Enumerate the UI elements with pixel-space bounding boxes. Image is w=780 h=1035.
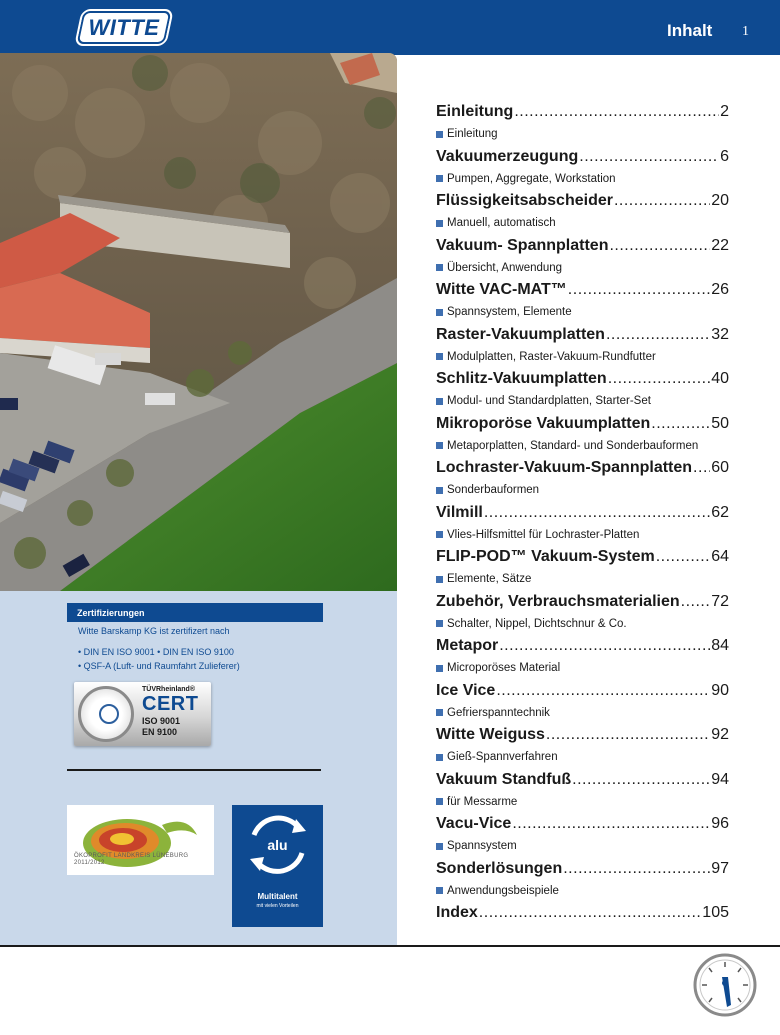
toc-subtitle: [436, 305, 729, 319]
toc-title: Ice Vice: [436, 681, 496, 699]
square-bullet-icon: [436, 665, 443, 672]
alu-subtitle: mit vielen Vorteilen: [256, 903, 299, 909]
toc-leader-dots: [579, 148, 719, 166]
tuv-triangle-icon: [99, 704, 119, 724]
tuv-label: TÜVRheinland®: [142, 686, 195, 693]
toc-subtitle-text: Modul- und Standardplatten, Starter-Set: [447, 395, 651, 407]
toc-subtitle: [436, 127, 729, 141]
toc-page-number: 20: [711, 192, 729, 209]
toc-title: Raster-Vakuumplatten: [436, 325, 605, 343]
toc-leader-dots: [606, 326, 710, 344]
toc-entry[interactable]: [436, 103, 729, 143]
toc-line: [436, 237, 729, 261]
toc-title: Vakuum- Spannplatten: [436, 236, 609, 254]
toc-subtitle: [436, 884, 729, 898]
toc-subtitle-text: Manuell, automatisch: [447, 217, 556, 229]
toc-subtitle-text: Anwendungsbeispiele: [447, 884, 559, 897]
toc-line: [436, 281, 729, 305]
toc-leader-dots: [499, 637, 710, 655]
toc-subtitle-text: Sonderbauformen: [447, 484, 540, 496]
toc-subtitle-text: Metaporplatten, Standard- und Sonderbauformen: [447, 439, 699, 452]
square-bullet-icon: [436, 576, 443, 583]
toc-page-number: 50: [711, 414, 729, 432]
toc-leader-dots: [546, 726, 710, 744]
tuv-iso-line: EN 9100: [142, 727, 178, 737]
square-bullet-icon: [436, 175, 443, 182]
square-bullet-icon: [436, 887, 443, 894]
toc-subtitle: [436, 261, 729, 275]
toc-subtitle-text: Spannsystem, Elemente: [447, 306, 572, 318]
toc-leader-dots: [693, 459, 710, 477]
toc-leader-dots: [681, 593, 711, 611]
toc-page-number: 84: [711, 637, 729, 654]
toc-entry[interactable]: [436, 637, 729, 677]
tuv-cert-badge: [74, 682, 211, 746]
toc-subtitle-text: Microporöses Material: [447, 662, 561, 674]
alu-title: Multitalent: [257, 892, 298, 901]
toc-line: [436, 370, 729, 394]
toc-subtitle-text: für Messarme: [447, 795, 518, 808]
toc-leader-dots: [512, 815, 710, 833]
toc-leader-dots: [484, 504, 710, 522]
square-bullet-icon: [436, 531, 443, 538]
toc-line: [436, 771, 729, 795]
toc-title: Witte Weiguss: [436, 726, 545, 743]
toc-subtitle: [436, 172, 729, 186]
square-bullet-icon: [436, 843, 443, 850]
toc-page-number: 22: [711, 236, 729, 254]
certification-item: • DIN EN ISO 9001 • DIN EN ISO 9100: [78, 645, 240, 659]
aerial-photo: [0, 53, 397, 591]
toc-title: Zubehör, Verbrauchsmaterialien: [436, 592, 680, 610]
toc-entry[interactable]: [436, 370, 729, 410]
toc-page-number: 62: [711, 503, 729, 521]
toc-leader-dots: [572, 771, 710, 789]
toc-leader-dots: [496, 682, 710, 700]
toc-subtitle: [436, 661, 729, 675]
toc-page-number: 72: [711, 592, 729, 610]
toc-page-number: 92: [711, 726, 729, 743]
square-bullet-icon: [436, 709, 443, 716]
square-bullet-icon: [436, 487, 443, 494]
toc-subtitle: [436, 350, 729, 364]
toc-entry[interactable]: [436, 192, 729, 232]
toc-page-number: 6: [720, 147, 729, 165]
toc-line: [436, 682, 729, 706]
oekoprofit-logo: [67, 805, 214, 875]
panel-divider: [67, 769, 321, 771]
tuv-iso-line: ISO 9001: [142, 716, 181, 726]
square-bullet-icon: [436, 220, 443, 227]
toc-subtitle-text: Spannsystem: [447, 840, 517, 852]
toc-subtitle-text: Pumpen, Aggregate, Workstation: [447, 172, 616, 185]
square-bullet-icon: [436, 754, 443, 761]
square-bullet-icon: [436, 620, 443, 627]
toc-line: [436, 326, 729, 350]
toc-entry[interactable]: [436, 415, 729, 455]
toc-entry[interactable]: [436, 860, 729, 900]
certification-panel: [0, 591, 397, 945]
toc-line: [436, 726, 729, 750]
toc-subtitle-text: Vlies-Hilfsmittel für Lochraster-Platten: [447, 528, 640, 541]
toc-line: [436, 593, 729, 617]
tuv-iso-text: [142, 716, 180, 738]
toc-subtitle: [436, 839, 729, 853]
tuv-cert-text: CERT: [142, 693, 199, 715]
footer-divider: [0, 945, 780, 947]
square-bullet-icon: [436, 353, 443, 360]
toc-line: [436, 548, 729, 572]
toc-leader-dots: [656, 548, 710, 566]
toc-title: Vacu-Vice: [436, 815, 512, 832]
toc-entry[interactable]: [436, 237, 729, 277]
toc-entry[interactable]: [436, 771, 729, 811]
toc-title: Lochraster-Vakuum-Spannplatten: [436, 459, 693, 476]
alu-word: alu: [267, 837, 288, 853]
toc-title: Metapor: [436, 637, 499, 654]
toc-subtitle: [436, 483, 729, 497]
toc-subtitle: [436, 795, 729, 809]
toc-subtitle: [436, 572, 729, 586]
toc-leader-dots: [609, 237, 710, 255]
toc-page-number: 40: [711, 370, 729, 387]
toc-leader-dots: [479, 904, 702, 922]
tuv-seal-icon: [78, 686, 134, 742]
toc-leader-dots: [651, 415, 710, 433]
logo-text: WITTE: [88, 14, 160, 40]
toc-leader-dots: [514, 103, 719, 121]
witte-logo: [76, 11, 171, 44]
toc-line: [436, 415, 729, 439]
toc-page-number: 96: [711, 815, 729, 832]
toc-page-number: 32: [711, 325, 729, 343]
toc-subtitle: [436, 216, 729, 230]
certification-list: [78, 645, 240, 673]
toc-entry[interactable]: [436, 326, 729, 366]
toc-page-number: 105: [702, 904, 729, 921]
toc-page-number: 94: [711, 770, 729, 788]
toc-subtitle-text: Elemente, Sätze: [447, 573, 532, 585]
toc-title: Einleitung: [436, 103, 514, 120]
toc-entry[interactable]: [436, 726, 729, 766]
toc-entry[interactable]: [436, 682, 729, 722]
vacuum-gauge-icon: [693, 953, 757, 1017]
toc-line: [436, 860, 729, 884]
toc-subtitle: [436, 528, 729, 542]
toc-page-number: 26: [711, 281, 729, 298]
toc-entry[interactable]: [436, 459, 729, 499]
toc-entry[interactable]: [436, 281, 729, 321]
square-bullet-icon: [436, 309, 443, 316]
toc-title: FLIP-POD™ Vakuum-System: [436, 548, 655, 565]
toc-page-number: 90: [711, 681, 729, 699]
toc-title: Mikroporöse Vakuumplatten: [436, 414, 651, 432]
aerial-photo-illustration: [0, 53, 397, 591]
toc-line: [436, 504, 729, 528]
toc-title: Schlitz-Vakuumplatten: [436, 370, 607, 387]
toc-leader-dots: [614, 192, 710, 210]
header-bar: [0, 0, 780, 55]
toc-entry[interactable]: [436, 815, 729, 855]
toc-title: Index: [436, 904, 478, 921]
toc-page-number: 60: [711, 459, 729, 476]
toc-page-number: 2: [720, 103, 729, 120]
toc-subtitle: [436, 617, 729, 631]
toc-line: [436, 103, 729, 127]
square-bullet-icon: [436, 131, 443, 138]
oekoprofit-text: ÖKOPROFIT LANDKREIS LÜNEBURG 2011/2012: [74, 853, 189, 866]
toc-page-number: 64: [711, 548, 729, 565]
toc-subtitle-text: Einleitung: [447, 128, 498, 140]
toc-subtitle-text: Gefrierspanntechnik: [447, 706, 550, 719]
toc-entry[interactable]: [436, 593, 729, 633]
toc-line: [436, 192, 729, 216]
square-bullet-icon: [436, 442, 443, 449]
toc-subtitle: [436, 439, 729, 453]
toc-subtitle: [436, 394, 729, 408]
toc-leader-dots: [608, 370, 711, 388]
certification-intro: Witte Barskamp KG ist zertifizert nach: [78, 626, 230, 636]
toc-entry[interactable]: [436, 904, 729, 944]
square-bullet-icon: [436, 264, 443, 271]
toc-line: [436, 815, 729, 839]
toc-subtitle-text: Übersicht, Anwendung: [447, 261, 563, 274]
toc-subtitle: [436, 750, 729, 764]
square-bullet-icon: [436, 798, 443, 805]
square-bullet-icon: [436, 398, 443, 405]
toc-leader-dots: [568, 281, 710, 299]
toc-entry[interactable]: [436, 504, 729, 544]
toc-title: Vilmill: [436, 503, 483, 521]
page-number: 1: [742, 24, 749, 39]
toc-title: Flüssigkeitsabscheider: [436, 192, 613, 209]
toc-line: [436, 148, 729, 172]
toc-line: [436, 459, 729, 483]
toc-title: Vakuum Standfuß: [436, 770, 572, 788]
toc-title: Vakuumerzeugung: [436, 147, 579, 165]
toc-subtitle-text: Modulplatten, Raster-Vakuum-Rundfutter: [447, 350, 656, 363]
toc-line: [436, 904, 729, 928]
toc-line: [436, 637, 729, 661]
toc-subtitle-text: Gieß-Spannverfahren: [447, 751, 558, 763]
toc-subtitle: [436, 706, 729, 720]
section-title: Inhalt: [667, 21, 713, 40]
certification-item: • QSF-A (Luft- und Raumfahrt Zulieferer): [78, 659, 240, 673]
toc-page-number: 97: [711, 859, 729, 877]
certification-heading: Zertifizierungen: [67, 603, 323, 622]
toc-title: Witte VAC-MAT™: [436, 281, 567, 298]
toc-subtitle-text: Schalter, Nippel, Dichtschnur & Co.: [447, 617, 627, 630]
toc-entry[interactable]: [436, 548, 729, 588]
toc-leader-dots: [563, 860, 710, 878]
alu-multitalent-logo: [232, 805, 323, 927]
toc-title: Sonderlösungen: [436, 859, 563, 877]
toc-entry[interactable]: [436, 148, 729, 188]
